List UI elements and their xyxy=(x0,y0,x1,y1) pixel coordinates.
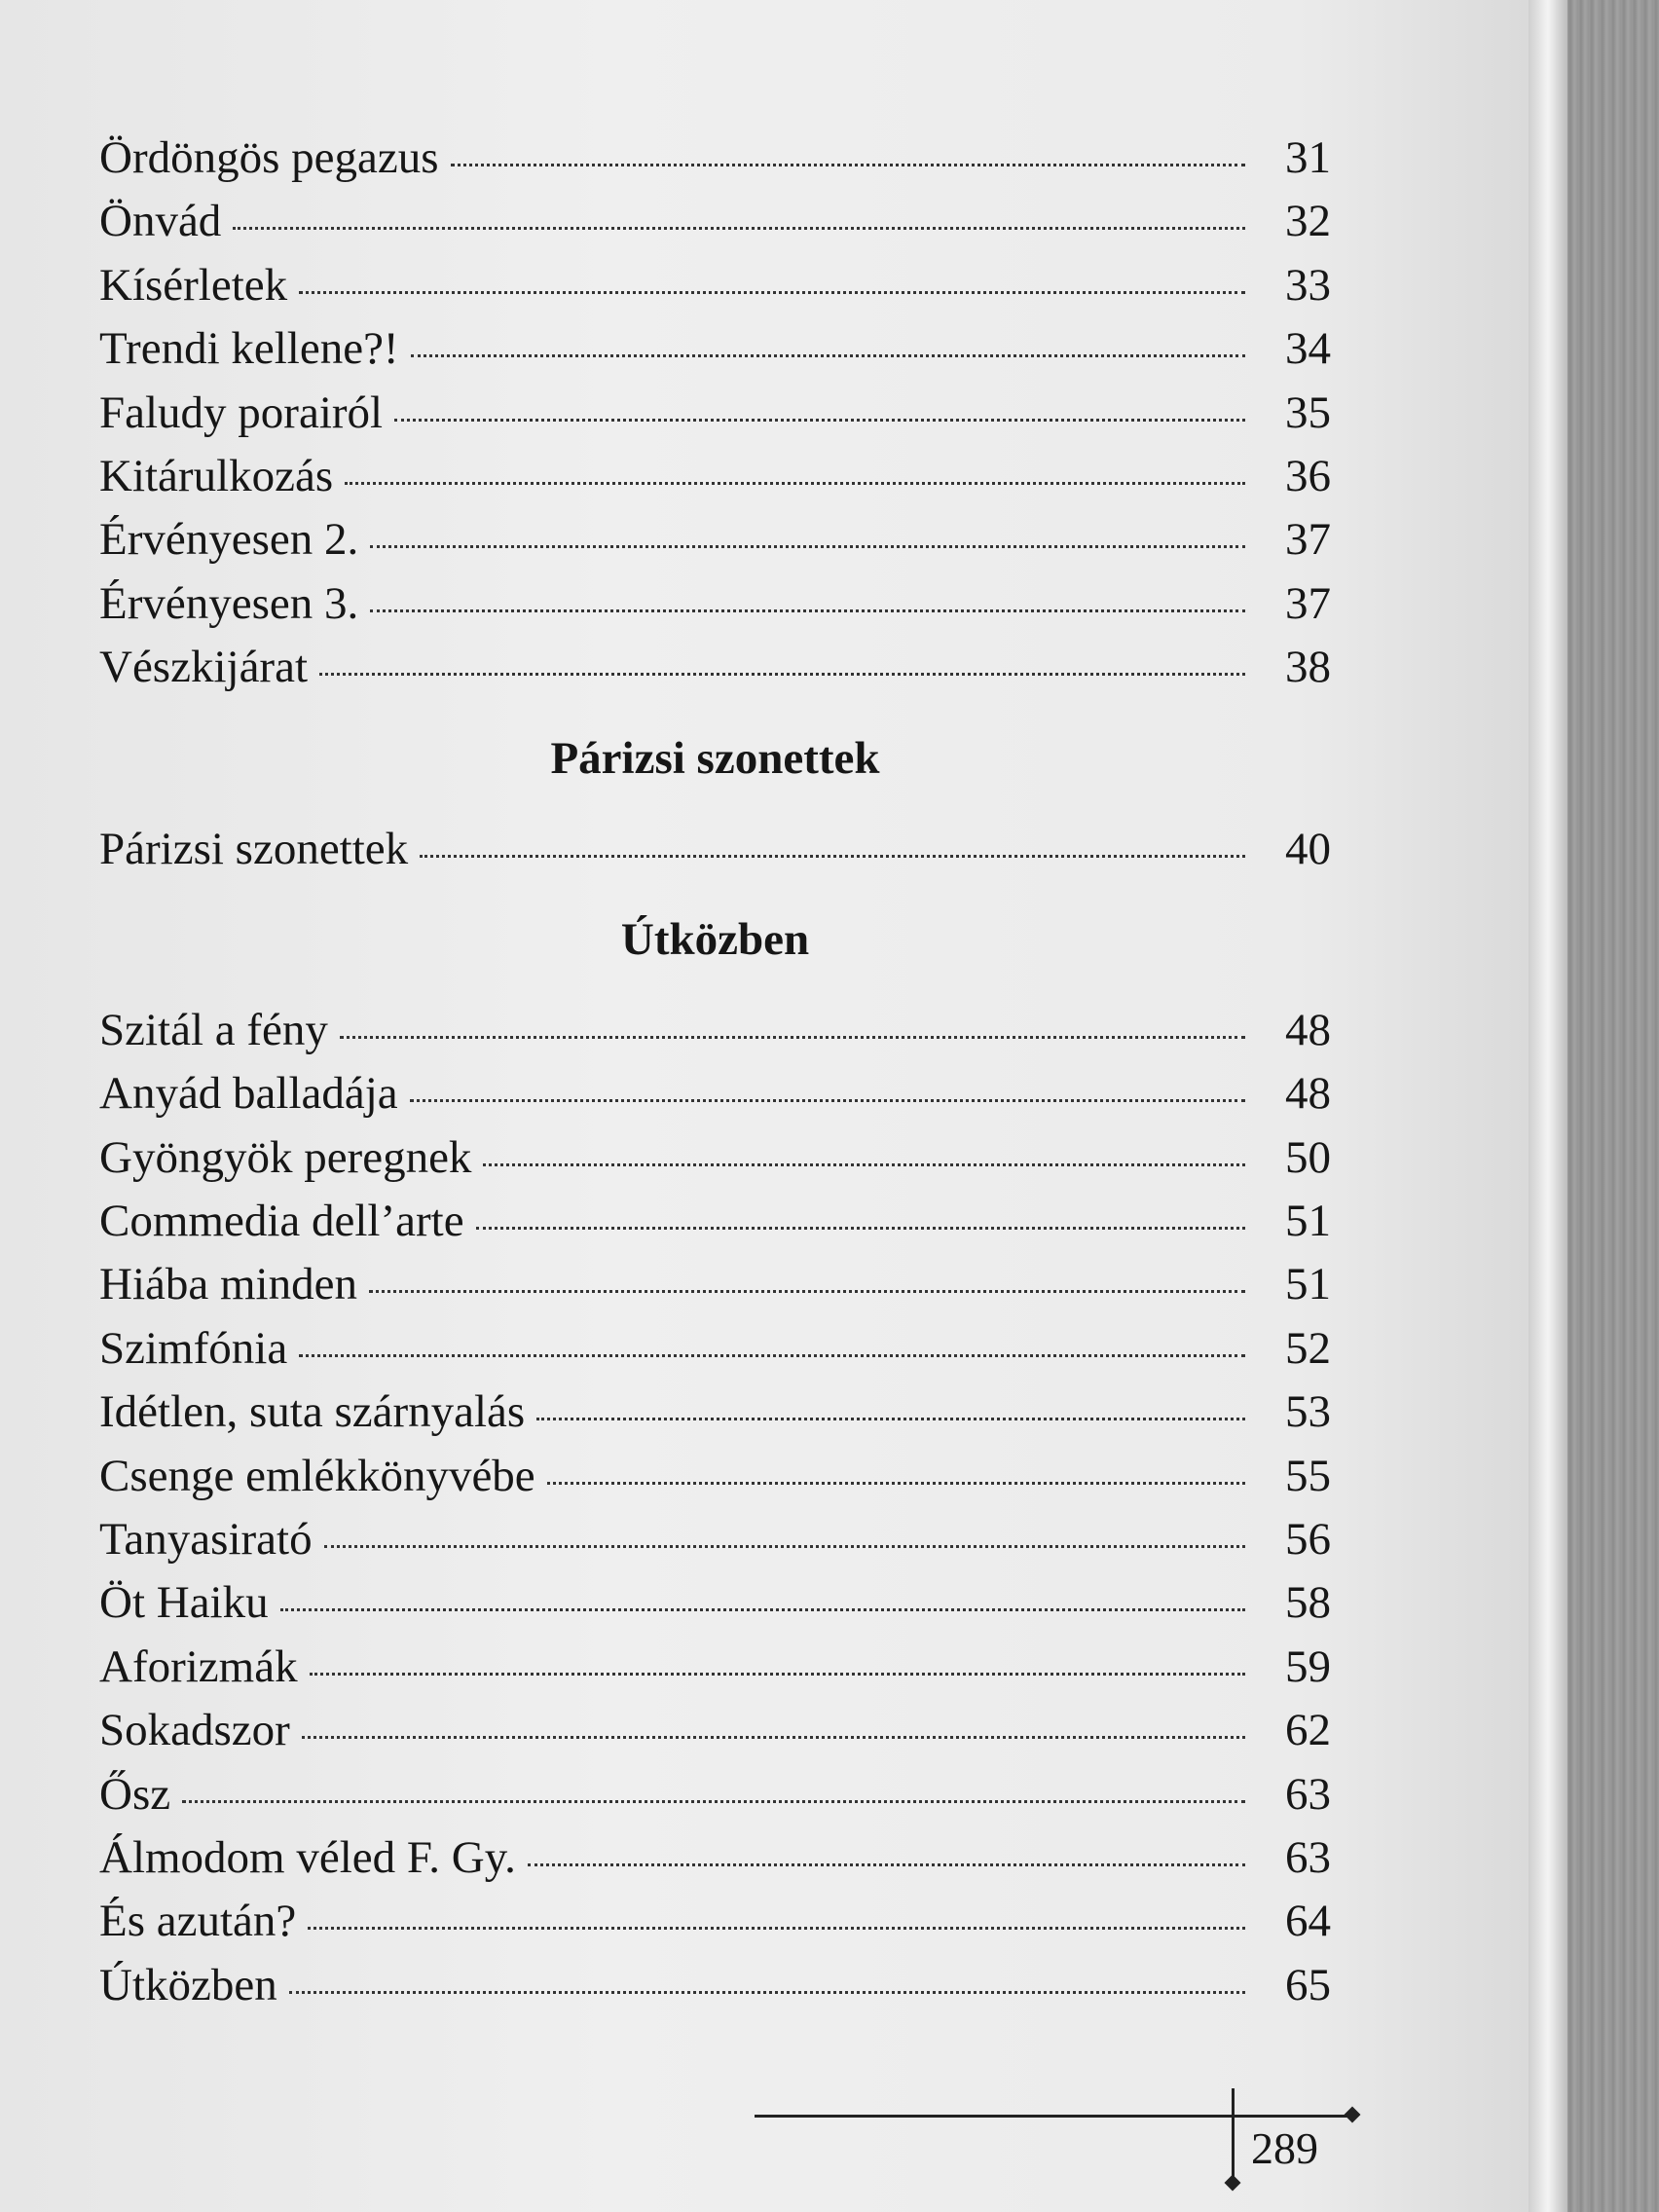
toc-entry-title: Szitál a fény xyxy=(99,1004,328,1055)
toc-entry-title: Tanyasirató xyxy=(99,1514,313,1566)
toc-entry-title: Gyöngyök peregnek xyxy=(99,1131,472,1183)
page-edge xyxy=(1529,0,1567,2212)
toc-entry-page: 62 xyxy=(1285,1705,1331,1756)
toc-entry-title: Idétlen, suta szárnyalás xyxy=(99,1386,526,1438)
dot-leader xyxy=(476,1227,1245,1230)
toc-entry-title: Csenge emlékkönyvébe xyxy=(99,1450,535,1501)
section-heading: Párizsi szonettek xyxy=(550,732,880,784)
footer-rule xyxy=(755,2115,1353,2118)
toc-entry xyxy=(99,1763,1331,1826)
toc-entry-title: Ördöngös pegazus xyxy=(99,132,439,183)
toc-entry-page: 37 xyxy=(1285,514,1331,566)
toc-entry xyxy=(99,317,1331,381)
toc-entry-title: Álmodom véled F. Gy. xyxy=(99,1831,516,1883)
toc-entry-title: Hiába minden xyxy=(99,1259,357,1310)
toc-entry-title: Ősz xyxy=(99,1768,171,1820)
toc-entry xyxy=(99,508,1331,571)
toc-entry xyxy=(99,1445,1331,1508)
dot-leader xyxy=(299,291,1245,294)
toc-entry-title: Kitárulkozás xyxy=(99,450,334,501)
toc-entry-page: 38 xyxy=(1285,642,1331,693)
dot-leader xyxy=(370,545,1245,548)
toc-entry-title: Érvényesen 3. xyxy=(99,577,359,629)
dot-leader xyxy=(394,419,1245,422)
dot-leader xyxy=(340,1036,1245,1039)
toc-entry-page: 58 xyxy=(1285,1577,1331,1629)
dot-leader xyxy=(528,1863,1245,1866)
toc-entry xyxy=(99,1508,1331,1571)
toc-entry xyxy=(99,1636,1331,1699)
toc-entry-title: Érvényesen 2. xyxy=(99,514,359,566)
toc-entry xyxy=(99,636,1331,699)
dot-leader xyxy=(536,1418,1245,1420)
toc-entry-page: 31 xyxy=(1285,132,1331,183)
page-number: 289 xyxy=(1251,2123,1318,2173)
toc-entry-title: Anyád balladája xyxy=(99,1068,398,1120)
toc-entry xyxy=(99,1190,1331,1253)
dot-leader xyxy=(310,1673,1245,1676)
toc-entry-title: Szimfónia xyxy=(99,1322,288,1374)
toc-entry xyxy=(99,1699,1331,1762)
toc-entry xyxy=(99,445,1331,508)
dot-leader xyxy=(369,1290,1245,1293)
dot-leader xyxy=(182,1800,1245,1803)
dot-leader xyxy=(483,1163,1245,1166)
section-heading: Útközben xyxy=(620,913,810,965)
toc-entry-title: Trendi kellene?! xyxy=(99,323,399,375)
toc-entry-page: 65 xyxy=(1285,1959,1331,2010)
toc-entry-title: Faludy porairól xyxy=(99,387,384,438)
dot-leader xyxy=(451,164,1245,166)
toc-entry-page: 33 xyxy=(1285,259,1331,311)
toc-entry xyxy=(99,999,1331,1062)
toc-entry-page: 35 xyxy=(1285,387,1331,438)
background-surface xyxy=(1567,0,1659,2212)
dot-leader xyxy=(370,609,1245,612)
toc-entry-page: 40 xyxy=(1285,823,1331,874)
diamond-ornament-icon xyxy=(1225,2175,1241,2192)
toc-entry xyxy=(99,1126,1331,1190)
toc-entry xyxy=(99,818,1331,881)
toc-entry-title: Kísérletek xyxy=(99,259,288,311)
toc-entry-page: 48 xyxy=(1285,1068,1331,1120)
dot-leader xyxy=(308,1927,1245,1930)
toc-entry xyxy=(99,254,1331,317)
toc-entry-page: 64 xyxy=(1285,1896,1331,1947)
dot-leader xyxy=(302,1736,1245,1739)
toc-entry-page: 51 xyxy=(1285,1196,1331,1247)
toc-entry xyxy=(99,382,1331,445)
dot-leader xyxy=(289,1991,1245,1994)
toc-entry-page: 52 xyxy=(1285,1322,1331,1374)
dot-leader xyxy=(411,354,1245,357)
toc-entry-page: 53 xyxy=(1285,1386,1331,1438)
dot-leader xyxy=(299,1354,1245,1357)
toc-entry-page: 34 xyxy=(1285,323,1331,375)
footer-vertical-rule xyxy=(1232,2088,1235,2181)
toc-entry xyxy=(99,1954,1331,2017)
toc-entry-title: Commedia dell’arte xyxy=(99,1196,464,1247)
dot-leader xyxy=(324,1545,1245,1548)
toc-entry-page: 55 xyxy=(1285,1450,1331,1501)
toc-entry-title: Párizsi szonettek xyxy=(99,823,409,874)
toc-entry xyxy=(99,1571,1331,1635)
toc-entry xyxy=(99,1317,1331,1381)
toc-entry-title: Sokadszor xyxy=(99,1705,290,1756)
toc-entry xyxy=(99,1826,1331,1890)
toc-entry-title: Vészkijárat xyxy=(99,642,309,693)
toc-entry-title: Útközben xyxy=(99,1959,277,2010)
toc-entry-page: 37 xyxy=(1285,577,1331,629)
toc-entry-page: 63 xyxy=(1285,1768,1331,1820)
dot-leader xyxy=(410,1099,1245,1102)
toc-entry xyxy=(99,190,1331,253)
toc-entry-page: 36 xyxy=(1285,450,1331,501)
toc-entry-page: 51 xyxy=(1285,1259,1331,1310)
toc-entry-page: 59 xyxy=(1285,1641,1331,1692)
dot-leader xyxy=(420,855,1245,858)
toc-entry-title: Aforizmák xyxy=(99,1641,298,1692)
toc-entry-page: 50 xyxy=(1285,1131,1331,1183)
diamond-ornament-icon xyxy=(1345,2107,1361,2123)
table-of-contents xyxy=(99,127,1331,2017)
toc-entry-page: 56 xyxy=(1285,1514,1331,1566)
page-footer xyxy=(755,2083,1358,2191)
toc-entry xyxy=(99,1381,1331,1444)
toc-entry-title: Öt Haiku xyxy=(99,1577,269,1629)
toc-entry xyxy=(99,572,1331,636)
dot-leader xyxy=(233,227,1245,230)
toc-entry xyxy=(99,1890,1331,1953)
toc-entry-page: 48 xyxy=(1285,1004,1331,1055)
toc-entry-page: 32 xyxy=(1285,196,1331,247)
toc-entry xyxy=(99,127,1331,190)
toc-entry-title: Önvád xyxy=(99,196,222,247)
dot-leader xyxy=(280,1608,1245,1611)
toc-entry-page: 63 xyxy=(1285,1831,1331,1883)
dot-leader xyxy=(345,482,1245,485)
toc-entry xyxy=(99,1253,1331,1316)
dot-leader xyxy=(319,673,1245,676)
toc-entry-title: És azután? xyxy=(99,1896,297,1947)
dot-leader xyxy=(547,1482,1245,1485)
toc-entry xyxy=(99,1062,1331,1125)
